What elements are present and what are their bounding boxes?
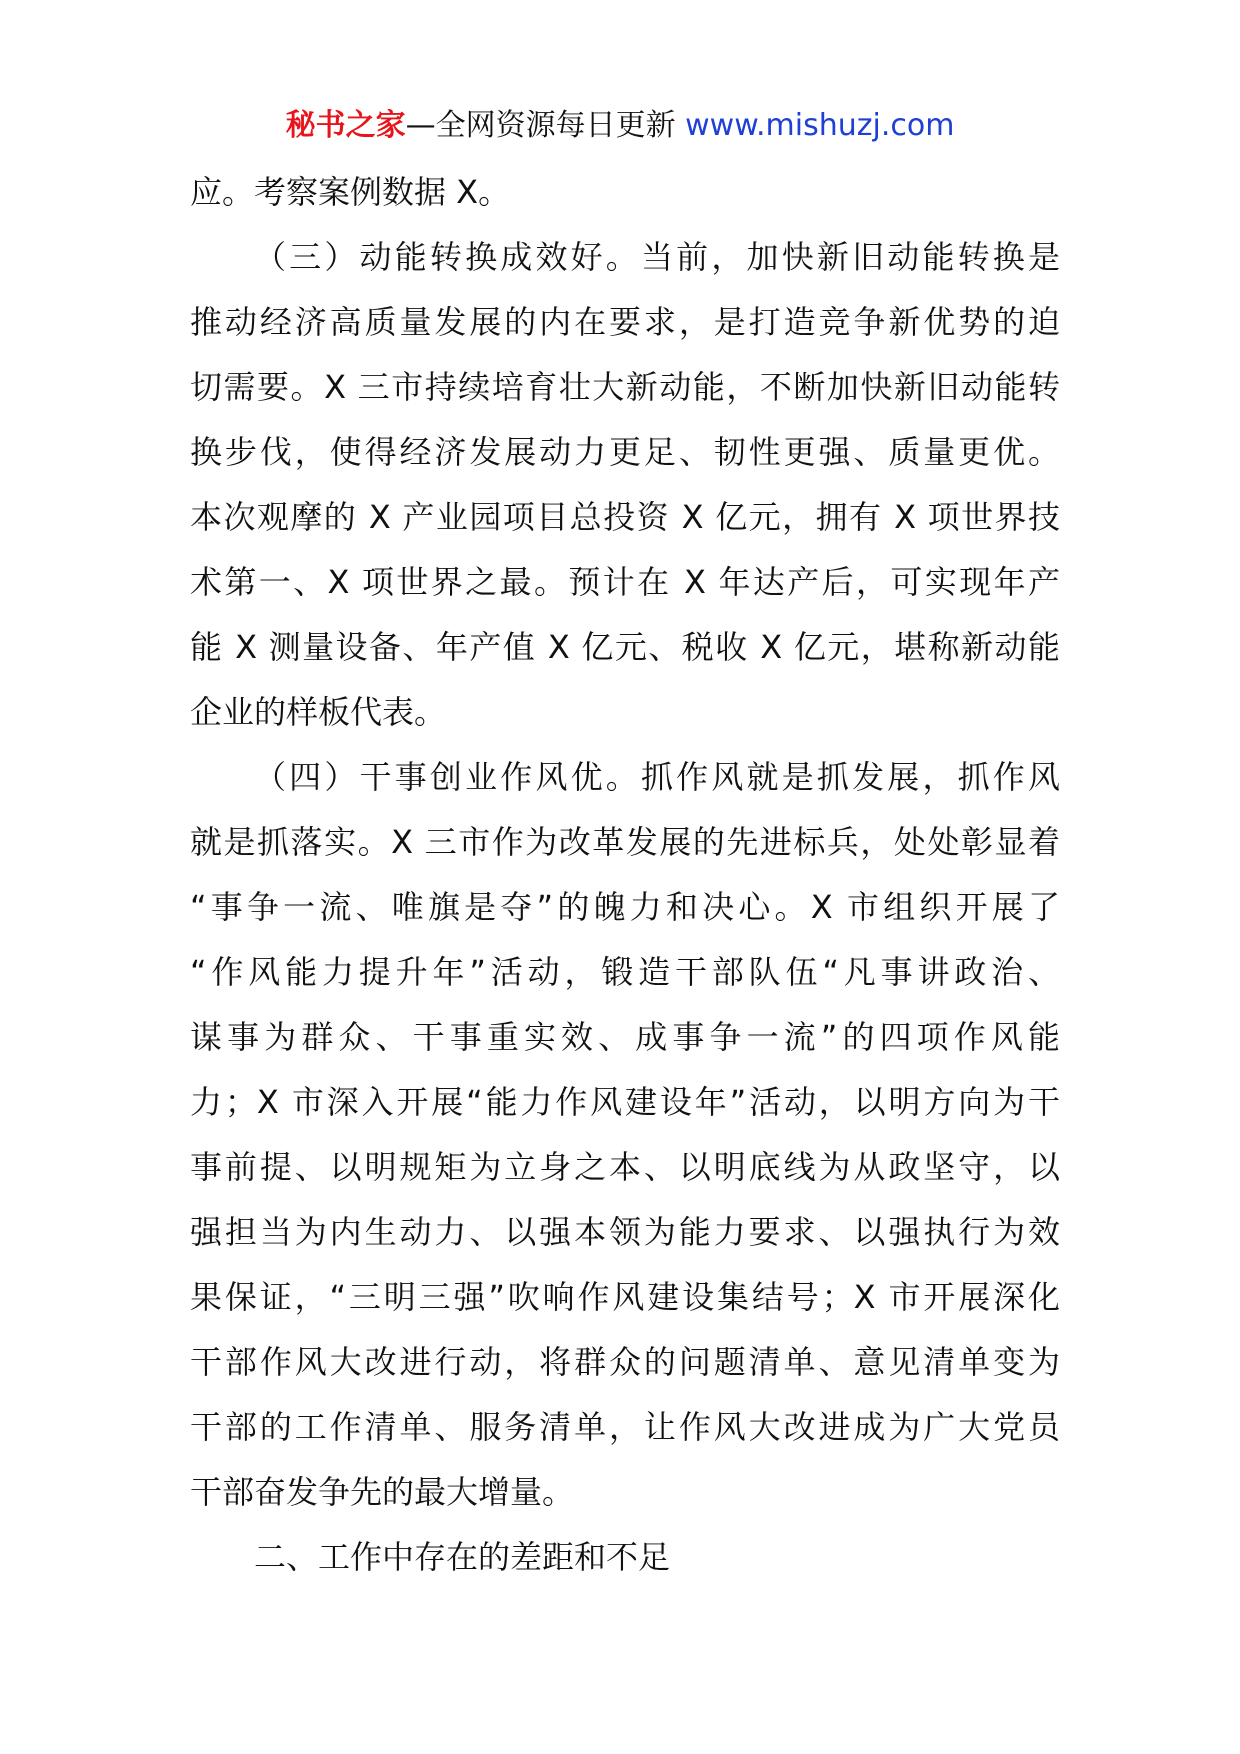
page-header [0, 104, 1240, 148]
body-line: 企业的样板代表。 [190, 693, 447, 731]
header-brand: 秘书之家 [285, 108, 406, 143]
body-line: 干部的工作清单、服务清单，让作风大改进成为广大党员 [190, 1408, 1060, 1446]
document-body [190, 160, 1060, 1590]
body-line: 能 X 测量设备、年产值 X 亿元、税收 X 亿元，堪称新动能 [190, 628, 1060, 666]
body-line: 本次观摩的 X 产业园项目总投资 X 亿元，拥有 X 项世界技 [190, 498, 1060, 536]
body-line: 力；X 市深入开展“能力作风建设年”活动，以明方向为干 [190, 1083, 1060, 1121]
body-line: “作风能力提升年”活动，锻造干部队伍“凡事讲政治、 [190, 953, 1060, 991]
body-line: 应。考察案例数据 X。 [190, 173, 511, 211]
header-tagline: —全网资源每日更新 [405, 108, 686, 143]
body-line: 强担当为内生动力、以强本领为能力要求、以强执行为效 [190, 1213, 1060, 1251]
body-line: 换步伐，使得经济发展动力更足、韧性更强、质量更优。 [190, 433, 1060, 471]
body-line: 就是抓落实。X 三市作为改革发展的先进标兵，处处彰显着 [190, 823, 1060, 861]
header-url[interactable]: www.mishuzj.com [685, 108, 955, 143]
body-line: 推动经济高质量发展的内在要求，是打造竞争新优势的迫 [190, 303, 1060, 341]
section-2-heading: 二、工作中存在的差距和不足 [254, 1538, 671, 1576]
body-line: 术第一、X 项世界之最。预计在 X 年达产后，可实现年产 [190, 563, 1060, 601]
body-line: 干部作风大改进行动，将群众的问题清单、意见清单变为 [190, 1343, 1060, 1381]
body-line: “事争一流、唯旗是夺”的魄力和决心。X 市组织开展了 [190, 888, 1060, 926]
section-3-heading-line: （三）动能转换成效好。当前，加快新旧动能转换是 [254, 238, 1060, 276]
section-4-heading-line: （四）干事创业作风优。抓作风就是抓发展，抓作风 [254, 758, 1060, 796]
body-line: 干部奋发争先的最大增量。 [190, 1473, 575, 1511]
body-line: 谋事为群众、干事重实效、成事争一流”的四项作风能 [190, 1018, 1060, 1056]
body-line: 切需要。X 三市持续培育壮大新动能，不断加快新旧动能转 [190, 368, 1060, 406]
body-line: 果保证，“三明三强”吹响作风建设集结号；X 市开展深化 [190, 1278, 1060, 1316]
body-line: 事前提、以明规矩为立身之本、以明底线为从政坚守，以 [190, 1148, 1060, 1186]
